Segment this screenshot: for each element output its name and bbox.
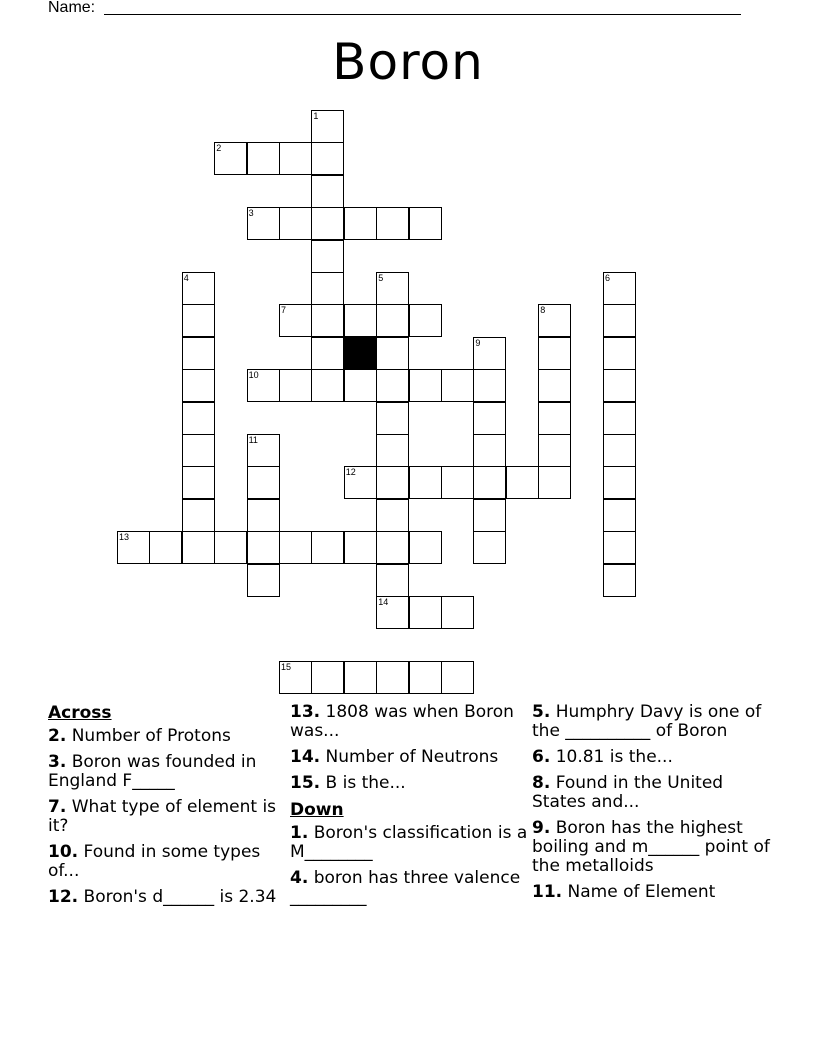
down-clue-list-continued: [532, 703, 772, 902]
crossword-cell[interactable]: [409, 369, 442, 402]
crossword-cell[interactable]: [279, 531, 312, 564]
crossword-cell[interactable]: [603, 369, 636, 402]
crossword-cell[interactable]: [311, 207, 344, 240]
clue-number-label: 5.: [532, 702, 551, 722]
crossword-cell[interactable]: [603, 434, 636, 467]
crossword-cell[interactable]: [409, 207, 442, 240]
crossword-cell[interactable]: [603, 304, 636, 337]
clue-item: [48, 843, 288, 881]
clue-number-label: 10.: [48, 842, 79, 862]
crossword-cell[interactable]: [247, 434, 280, 467]
clue-text: Number of Protons: [66, 726, 231, 746]
crossword-cell[interactable]: [311, 110, 344, 143]
clue-item: [48, 798, 288, 836]
crossword-cell[interactable]: [538, 369, 571, 402]
clue-item: [532, 774, 772, 812]
crossword-cell[interactable]: [311, 661, 344, 694]
clue-number-label: 4.: [290, 868, 309, 888]
clue-number: 12: [345, 467, 356, 478]
clue-item: [532, 819, 772, 876]
crossword-cell[interactable]: [247, 207, 280, 240]
crossword-cell[interactable]: [344, 207, 377, 240]
crossword-cell[interactable]: [279, 207, 312, 240]
clue-number-label: 9.: [532, 818, 551, 838]
clue-text: Boron has the highest boiling and m______ point of the metalloids: [532, 818, 770, 876]
clue-item: [290, 748, 530, 767]
crossword-cell[interactable]: [247, 466, 280, 499]
clue-text: Boron was founded in England F_____: [48, 752, 257, 791]
crossword-cell[interactable]: [603, 337, 636, 370]
page-title: Boron: [332, 33, 484, 91]
crossword-cell[interactable]: [376, 466, 409, 499]
clue-item: [48, 888, 288, 907]
crossword-cell[interactable]: [376, 596, 409, 629]
clue-item: [532, 883, 772, 902]
crossword-cell[interactable]: [311, 142, 344, 175]
clue-text: Number of Neutrons: [320, 747, 499, 767]
crossword-cell[interactable]: [409, 596, 442, 629]
clue-item: [48, 727, 288, 746]
crossword-cell[interactable]: [376, 402, 409, 435]
clue-number: 8: [540, 305, 546, 316]
crossword-cell[interactable]: [182, 531, 215, 564]
clue-number-label: 12.: [48, 887, 79, 907]
clue-number: 10: [248, 370, 259, 381]
crossword-cell[interactable]: [376, 499, 409, 532]
clue-text: Name of Element: [562, 882, 716, 902]
crossword-cell[interactable]: [344, 304, 377, 337]
crossword-cell[interactable]: [247, 564, 280, 597]
crossword-cell[interactable]: [182, 434, 215, 467]
crossword-cell[interactable]: [441, 466, 474, 499]
clue-text: 10.81 is the...: [550, 747, 673, 767]
crossword-cell[interactable]: [538, 337, 571, 370]
clue-number: 14: [378, 597, 389, 607]
clue-text: Found in the United States and...: [532, 773, 724, 812]
clue-number-label: 14.: [290, 747, 321, 767]
clue-text: Found in some types of...: [48, 842, 261, 881]
crossword-cell[interactable]: [311, 240, 344, 273]
crossword-cell[interactable]: [149, 531, 182, 564]
across-clue-list: [48, 727, 288, 907]
clue-number-label: 15.: [290, 773, 321, 793]
crossword-cell[interactable]: [409, 661, 442, 694]
crossword-cell[interactable]: [473, 499, 506, 532]
crossword-cell[interactable]: [376, 207, 409, 240]
clue-number-label: 11.: [532, 882, 563, 902]
clue-text: Humphry Davy is one of the __________ of Boron: [532, 702, 762, 741]
crossword-cell[interactable]: [376, 564, 409, 597]
crossword-cell[interactable]: [344, 531, 377, 564]
crossword-cell[interactable]: [473, 402, 506, 435]
across-heading: Across: [48, 703, 112, 723]
crossword-cell[interactable]: [538, 434, 571, 467]
crossword-cell[interactable]: [247, 531, 280, 564]
crossword-cell[interactable]: [603, 466, 636, 499]
crossword-cell[interactable]: [311, 272, 344, 305]
clue-item: [48, 753, 288, 791]
clue-text: boron has three valence _________: [290, 868, 521, 907]
crossword-cell[interactable]: [506, 466, 539, 499]
crossword-cell[interactable]: [376, 369, 409, 402]
clue-number: 15: [281, 661, 292, 672]
crossword-cell[interactable]: [441, 369, 474, 402]
crossword-cell[interactable]: [117, 531, 150, 564]
crossword-cell[interactable]: [376, 304, 409, 337]
crossword-cell[interactable]: [603, 531, 636, 564]
crossword-cell[interactable]: [214, 142, 247, 175]
crossword-cell[interactable]: [473, 466, 506, 499]
crossword-cell[interactable]: [214, 531, 247, 564]
clue-text: 1808 was when Boron was...: [290, 702, 514, 741]
clue-item: [290, 774, 530, 793]
crossword-cell[interactable]: [473, 369, 506, 402]
clue-number-label: 2.: [48, 726, 67, 746]
down-clue-list: [290, 824, 530, 907]
clue-number: 5: [378, 273, 384, 283]
crossword-cell[interactable]: [344, 369, 377, 402]
crossword-cell[interactable]: [473, 531, 506, 564]
clue-item: [532, 748, 772, 767]
clue-item: [290, 703, 530, 741]
crossword-cell[interactable]: [182, 304, 215, 337]
clue-number: 7: [281, 305, 287, 316]
crossword-cell[interactable]: [603, 272, 636, 305]
clues-column-3: [532, 703, 772, 909]
clues-column-2: [290, 703, 530, 914]
clue-number-label: 7.: [48, 797, 67, 817]
crossword-cell[interactable]: [441, 596, 474, 629]
clue-text: Boron's d______ is 2.34: [78, 887, 277, 907]
clue-number-label: 1.: [290, 823, 309, 843]
clue-text: B is the...: [320, 773, 406, 793]
clue-number-label: 3.: [48, 752, 67, 772]
crossword-cell[interactable]: [247, 142, 280, 175]
clue-number: 3: [248, 208, 254, 219]
clue-item: [290, 824, 530, 862]
crossword-cell[interactable]: [279, 661, 312, 694]
crossword-cell[interactable]: [441, 661, 474, 694]
clue-number: 4: [183, 273, 189, 283]
clue-item: [532, 703, 772, 741]
clue-text: What type of element is it?: [48, 797, 277, 836]
crossword-cell[interactable]: [603, 402, 636, 435]
crossword-cell[interactable]: [538, 402, 571, 435]
crossword-cell[interactable]: [473, 337, 506, 370]
crossword-cell[interactable]: [311, 175, 344, 208]
crossword-cell[interactable]: [311, 369, 344, 402]
crossword-cell[interactable]: [182, 369, 215, 402]
clue-number: 2: [216, 143, 222, 154]
crossword-cell[interactable]: [409, 531, 442, 564]
crossword-cell[interactable]: [473, 434, 506, 467]
clue-item: [290, 869, 530, 907]
crossword-cell[interactable]: [279, 369, 312, 402]
across-clue-list-continued: [290, 703, 530, 793]
clue-number: 6: [605, 273, 611, 283]
clue-text: Boron's classification is a M________: [290, 823, 528, 862]
crossword-cell[interactable]: [279, 142, 312, 175]
crossword-cell[interactable]: [538, 304, 571, 337]
crossword-cell[interactable]: [182, 466, 215, 499]
crossword-cell[interactable]: [603, 564, 636, 597]
crossword-cell[interactable]: [182, 272, 215, 305]
crossword-cell[interactable]: [182, 402, 215, 435]
name-label: Name:: [48, 0, 96, 16]
down-heading: Down: [290, 800, 344, 820]
crossword-cell[interactable]: [311, 337, 344, 370]
crossword-cell[interactable]: [603, 499, 636, 532]
clue-number: 9: [475, 337, 481, 348]
crossword-cell[interactable]: [344, 661, 377, 694]
crossword-cell[interactable]: [311, 304, 344, 337]
crossword-cell[interactable]: [376, 272, 409, 305]
clues-column-1: [48, 703, 288, 914]
crossword-cell[interactable]: [247, 499, 280, 532]
crossword-cell[interactable]: [376, 337, 409, 370]
crossword-cell[interactable]: [311, 531, 344, 564]
clue-number: 13: [119, 532, 130, 543]
crossword-cell[interactable]: [409, 304, 442, 337]
crossword-cell[interactable]: [182, 337, 215, 370]
clue-number-label: 8.: [532, 773, 551, 793]
crossword-cell[interactable]: [538, 466, 571, 499]
clue-number-label: 6.: [532, 747, 551, 767]
clue-number: 1: [313, 111, 319, 121]
clue-number: 11: [248, 435, 258, 445]
crossword-cell[interactable]: [376, 531, 409, 564]
crossword-cell[interactable]: [344, 466, 377, 499]
crossword-cell[interactable]: [409, 466, 442, 499]
crossword-cell[interactable]: [279, 304, 312, 337]
clue-number-label: 13.: [290, 702, 321, 722]
crossword-cell[interactable]: [376, 434, 409, 467]
crossword-cell[interactable]: [247, 369, 280, 402]
crossword-cell[interactable]: [376, 661, 409, 694]
crossword-cell[interactable]: [182, 499, 215, 532]
black-square: [344, 337, 377, 370]
